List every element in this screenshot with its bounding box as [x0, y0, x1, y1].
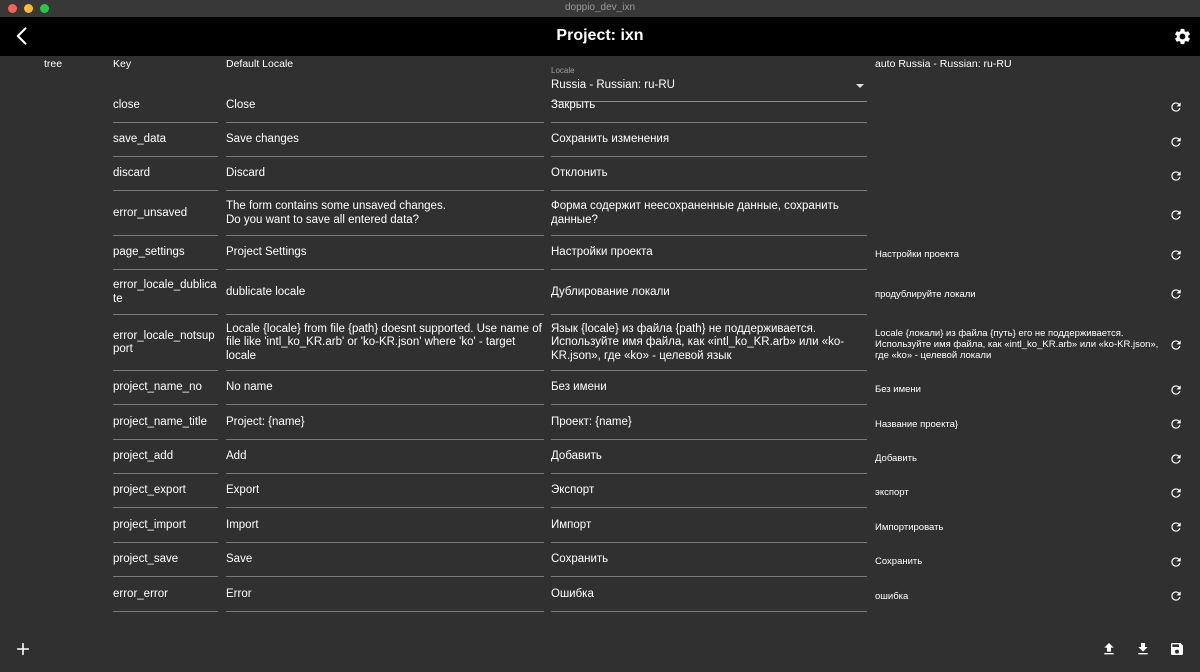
translation-field[interactable]: Форма содержит неесохраненные данные, сохранить данные? [551, 194, 867, 236]
refresh-icon[interactable] [1169, 287, 1183, 301]
translation-field[interactable]: Ошибка [551, 580, 867, 612]
auto-translation-text: Сохранить [875, 556, 923, 567]
table-row [0, 443, 1200, 477]
key-field[interactable]: project_name_no [113, 374, 218, 405]
table-row [0, 194, 1200, 239]
window-titlebar [0, 0, 1200, 18]
bottom-toolbar [0, 628, 1200, 672]
refresh-icon[interactable] [1169, 100, 1183, 114]
gear-icon[interactable] [1173, 27, 1192, 46]
default-locale-field[interactable]: Error [226, 580, 544, 612]
refresh-icon[interactable] [1169, 589, 1183, 603]
key-field[interactable]: error_locale_notsupport [113, 318, 218, 371]
table-row [0, 580, 1200, 615]
auto-translation-text: ошибка [875, 590, 909, 602]
translation-field[interactable]: Проект: {name} [551, 408, 867, 440]
table-row [0, 91, 1200, 126]
refresh-icon[interactable] [1169, 383, 1183, 397]
default-locale-field[interactable]: Project Settings [226, 239, 544, 270]
refresh-icon[interactable] [1169, 135, 1183, 149]
auto-translation-text: продублируйте локали [875, 288, 976, 300]
default-locale-field[interactable]: Save changes [226, 126, 544, 157]
table-row [0, 160, 1200, 194]
translation-field[interactable]: Импорт [551, 511, 867, 543]
default-locale-field[interactable]: The form contains some unsaved changes. Do you want to save all entered data? [226, 194, 544, 236]
auto-translation-text: Locale {локали} из файла {путь} его не поддерживается. Используйте имя файла, как «intl_ko_KR.arb» или «ko-KR.json», где «ko» - целевой локали [875, 328, 1159, 361]
key-field[interactable]: error_error [113, 580, 218, 612]
save-icon[interactable] [1169, 641, 1185, 657]
locale-select-value: Russia - Russian: ru-RU [551, 79, 675, 91]
translation-field[interactable]: Экспорт [551, 477, 867, 508]
translation-field[interactable]: Дублирование локали [551, 273, 867, 315]
page-title: Project: ixn [556, 27, 644, 44]
refresh-icon[interactable] [1169, 555, 1183, 569]
auto-translation-text: Название проекта} [875, 418, 959, 430]
default-locale-field[interactable]: Discard [226, 160, 544, 191]
refresh-icon[interactable] [1169, 452, 1183, 466]
app-bar [0, 17, 1200, 56]
key-field[interactable]: project_name_title [113, 408, 218, 440]
default-locale-field[interactable]: Save [226, 546, 544, 577]
translation-field[interactable]: Без имени [551, 374, 867, 405]
tree-header[interactable]: tree [44, 58, 63, 70]
refresh-icon[interactable] [1169, 338, 1183, 352]
table-row [0, 477, 1200, 511]
plus-icon[interactable] [15, 641, 31, 657]
table-row [0, 374, 1200, 408]
table-row [0, 126, 1200, 160]
default-locale-field[interactable]: dublicate locale [226, 273, 544, 315]
default-locale-field[interactable]: No name [226, 374, 544, 405]
table-row [0, 546, 1200, 580]
key-column-header: Key [113, 58, 132, 70]
default-locale-field[interactable]: Export [226, 477, 544, 508]
refresh-icon[interactable] [1169, 248, 1183, 262]
translation-field[interactable]: Закрыть [551, 91, 867, 123]
default-locale-field[interactable]: Project: {name} [226, 408, 544, 440]
key-field[interactable]: discard [113, 160, 218, 191]
translation-field[interactable]: Настройки проекта [551, 239, 867, 270]
auto-translation-text [875, 194, 1160, 236]
translation-field[interactable]: Отклонить [551, 160, 867, 191]
auto-translation-text: экспорт [875, 487, 909, 498]
key-field[interactable]: project_add [113, 443, 218, 474]
key-field[interactable]: page_settings [113, 239, 218, 270]
window-title: doppio_dev_ixn [564, 2, 636, 13]
key-field[interactable]: project_export [113, 477, 218, 508]
default-locale-field[interactable]: Locale {locale} from file {path} doesnt supported. Use name of file like 'intl_ko_KR.arb' or 'ko-KR.json' where 'ko' - target locale [226, 318, 544, 371]
locale-select-label: Locale [551, 66, 575, 75]
table-row [0, 318, 1200, 374]
key-field[interactable]: error_locale_dublicate [113, 273, 218, 315]
table-row [0, 239, 1200, 273]
key-field[interactable]: project_import [113, 511, 218, 543]
key-field[interactable]: save_data [113, 126, 218, 157]
upload-icon[interactable] [1101, 641, 1117, 657]
refresh-icon[interactable] [1169, 486, 1183, 500]
auto-translation-text [875, 160, 1160, 191]
download-icon[interactable] [1135, 641, 1151, 657]
auto-translation-text [875, 91, 1160, 123]
caret-down-icon [856, 84, 864, 88]
translation-field[interactable]: Сохранить [551, 546, 867, 577]
refresh-icon[interactable] [1169, 208, 1183, 222]
default-locale-column-header: Default Locale [226, 58, 294, 70]
key-field[interactable]: error_unsaved [113, 194, 218, 236]
auto-translation-column-header: auto Russia - Russian: ru-RU [875, 58, 1012, 70]
table-row [0, 273, 1200, 318]
table-row [0, 511, 1200, 546]
key-field[interactable]: close [113, 91, 218, 123]
auto-translation-text: Импортировать [875, 521, 944, 533]
refresh-icon[interactable] [1169, 520, 1183, 534]
default-locale-field[interactable]: Import [226, 511, 544, 543]
default-locale-field[interactable]: Add [226, 443, 544, 474]
auto-translation-text: Добавить [875, 453, 917, 464]
auto-translation-text: Настройки проекта [875, 249, 960, 260]
translation-field[interactable]: Язык {locale} из файла {path} не поддерживается. Используйте имя файла, как «intl_ko_KR.arb» или «ko-KR.json», где «ko» - целевой язык [551, 318, 867, 371]
table-row [0, 408, 1200, 443]
auto-translation-text [875, 126, 1160, 157]
translation-field[interactable]: Добавить [551, 443, 867, 474]
default-locale-field[interactable]: Close [226, 91, 544, 123]
translation-field[interactable]: Сохранить изменения [551, 126, 867, 157]
refresh-icon[interactable] [1169, 169, 1183, 183]
refresh-icon[interactable] [1169, 417, 1183, 431]
key-field[interactable]: project_save [113, 546, 218, 577]
auto-translation-text: Без имени [875, 384, 921, 395]
arrow-back-icon[interactable] [12, 26, 32, 46]
